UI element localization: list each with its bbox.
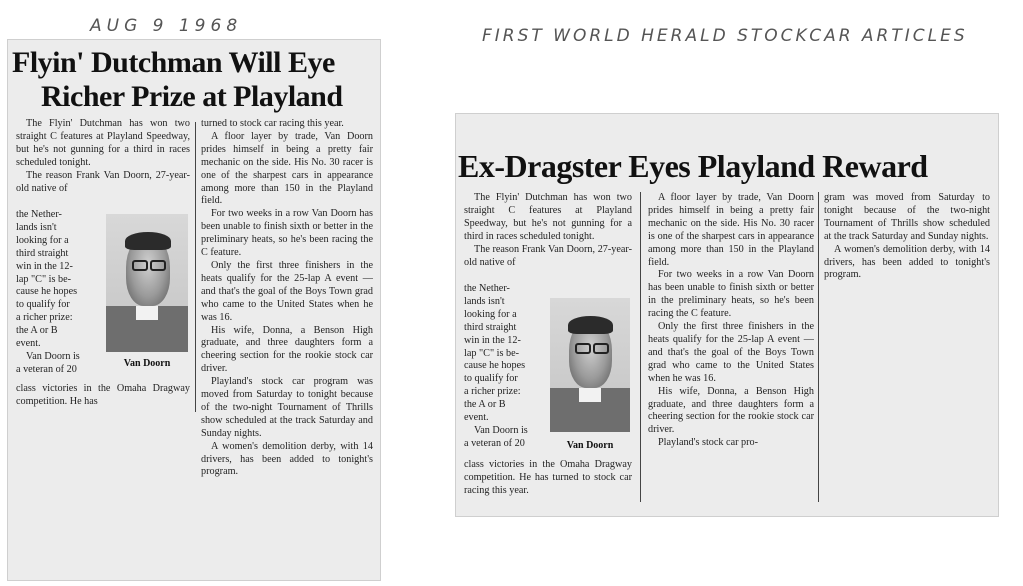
wrap-line: Van Doorn is	[474, 424, 528, 436]
wrap-line: win in the 12-	[464, 334, 521, 346]
left-col2-paragraph: A floor layer by trade, Van Doorn prides himself in being a pretty fair mechanic on the side. His No. 30 racer is one of the sharpest cars in appearance among more than 150 in the Playland field.	[201, 130, 373, 207]
left-col2-paragraph: A women's demolition derby, with 14 drivers, has been added to tonight's program.	[201, 440, 373, 478]
right-col3-paragraph: gram was moved from Saturday to tonight because of the two-night Tournament of Thrills show scheduled at the track Saturday and Sunday nights.	[824, 192, 990, 242]
wrap-line: event.	[464, 412, 489, 424]
left-headline-line2: Richer Prize at Playland	[41, 80, 343, 113]
wrap-line: lands isn't	[16, 221, 57, 233]
wrap-line: the A or B	[464, 399, 506, 411]
wrap-line: a richer prize:	[16, 312, 73, 324]
left-col2-paragraph: Playland's stock car program was moved from Saturday to tonight because of the two-night Tournament of Thrills show scheduled at the track Saturday and Sunday nights.	[201, 376, 373, 439]
left-wrap-text	[16, 209, 102, 377]
handwritten-collection-title: FIRST WORLD HERALD STOCKCAR ARTICLES	[482, 26, 968, 46]
wrap-line: the A or B	[16, 325, 58, 337]
right-col2-paragraph: His wife, Donna, a Benson High graduate, and three daughters form a cheering section for the rookie stock car driver.	[648, 385, 814, 436]
wrap-line: Van Doorn is	[26, 350, 80, 362]
wrap-line: third straight	[16, 247, 69, 259]
right-column-1	[464, 192, 632, 269]
wrap-line: looking for a	[16, 234, 69, 246]
van-doorn-portrait-photo	[550, 298, 630, 432]
wrap-line: third straight	[464, 321, 517, 333]
wrap-line: the Nether-	[16, 209, 62, 220]
right-col1-paragraph: The Flyin' Dutchman has won two straight C features at Playland Speedway, but he's not gunning for a third in races scheduled tonight.	[464, 192, 632, 242]
wrap-line: to qualify for	[464, 373, 518, 385]
wrap-line: a veteran of 20	[16, 363, 77, 375]
handwritten-date-left: AUG 9 1968	[90, 16, 243, 36]
wrap-line: lap "C" is be-	[464, 347, 520, 359]
right-col2-paragraph: Playland's stock car pro-	[658, 437, 759, 449]
left-headline-line1: Flyin' Dutchman Will Eye	[12, 46, 335, 79]
left-photo-caption: Van Doorn	[123, 358, 171, 369]
right-column-2	[648, 192, 814, 450]
wrap-line: lap "C" is be-	[16, 273, 72, 285]
wrap-line: cause he hopes	[16, 286, 78, 298]
right-col1-paragraph: class victories in the Omaha Dragway competition. He has turned to stock car racing this year.	[464, 459, 632, 496]
left-column-2	[201, 118, 373, 479]
wrap-line: lands isn't	[464, 295, 505, 307]
left-col2-paragraph: For two weeks in a row Van Doorn has been unable to finish sixth or better in the preliminary heats, so he's been racing the C feature.	[201, 208, 373, 259]
right-headline: Ex-Dragster Eyes Playland Reward	[458, 148, 928, 184]
left-col1-bottom	[16, 383, 190, 409]
right-col1-paragraph: The reason Frank Van Doorn, 27-year-old native of	[464, 243, 632, 268]
wrap-line: looking for a	[464, 308, 517, 320]
van-doorn-portrait-photo	[106, 214, 188, 352]
right-col3-paragraph: A women's demolition derby, with 14 drivers, has been added to tonight's program.	[824, 243, 990, 281]
wrap-line: win in the 12-	[16, 260, 73, 272]
left-column-1	[16, 118, 190, 195]
right-col2-paragraph: A floor layer by trade, Van Doorn prides himself in being a pretty fair mechanic on the side. His No. 30 racer is one of the sharpest cars in appearance among more than 150 in the Playland field.	[648, 192, 814, 268]
wrap-line: event.	[16, 338, 41, 350]
right-col2-paragraph: Only the first three finishers in the heats qualify for the 25-lap A event — and that's the goal of the Boys Town grad who came to the United States when he was 16.	[648, 321, 814, 384]
wrap-line: to qualify for	[16, 299, 70, 311]
left-col2-paragraph: turned to stock car racing this year.	[201, 118, 344, 129]
left-col2-paragraph: His wife, Donna, a Benson High graduate, and three daughters form a cheering section for the rookie stock car driver.	[201, 324, 373, 375]
right-clipping	[456, 114, 998, 516]
wrap-line: a richer prize:	[464, 386, 521, 398]
right-photo-caption: Van Doorn	[566, 440, 614, 451]
right-wrap-text	[464, 283, 548, 451]
right-col1-bottom	[464, 459, 632, 498]
left-clipping	[8, 40, 380, 580]
left-col1-paragraph: class victories in the Omaha Dragway competition. He has	[16, 383, 190, 407]
wrap-line: cause he hopes	[464, 360, 526, 372]
left-col2-paragraph: Only the first three finishers in the heats qualify for the 25-lap A event — and that's the goal of the Boys Town grad who came to the United States when he was 16.	[201, 259, 373, 323]
wrap-line: the Nether-	[464, 283, 510, 294]
wrap-line: a veteran of 20	[464, 437, 525, 449]
left-col1-paragraph: The Flyin' Dutchman has won two straight C features at Playland Speedway, but he's not gunning for a third in races scheduled tonight.	[16, 118, 190, 168]
right-col2-paragraph: For two weeks in a row Van Doorn has been unable to finish sixth or better in the preliminary heats, so he's been racing the C feature.	[648, 269, 814, 320]
right-column-3	[824, 192, 990, 282]
left-col1-paragraph: The reason Frank Van Doorn, 27-year-old native of	[16, 169, 190, 194]
